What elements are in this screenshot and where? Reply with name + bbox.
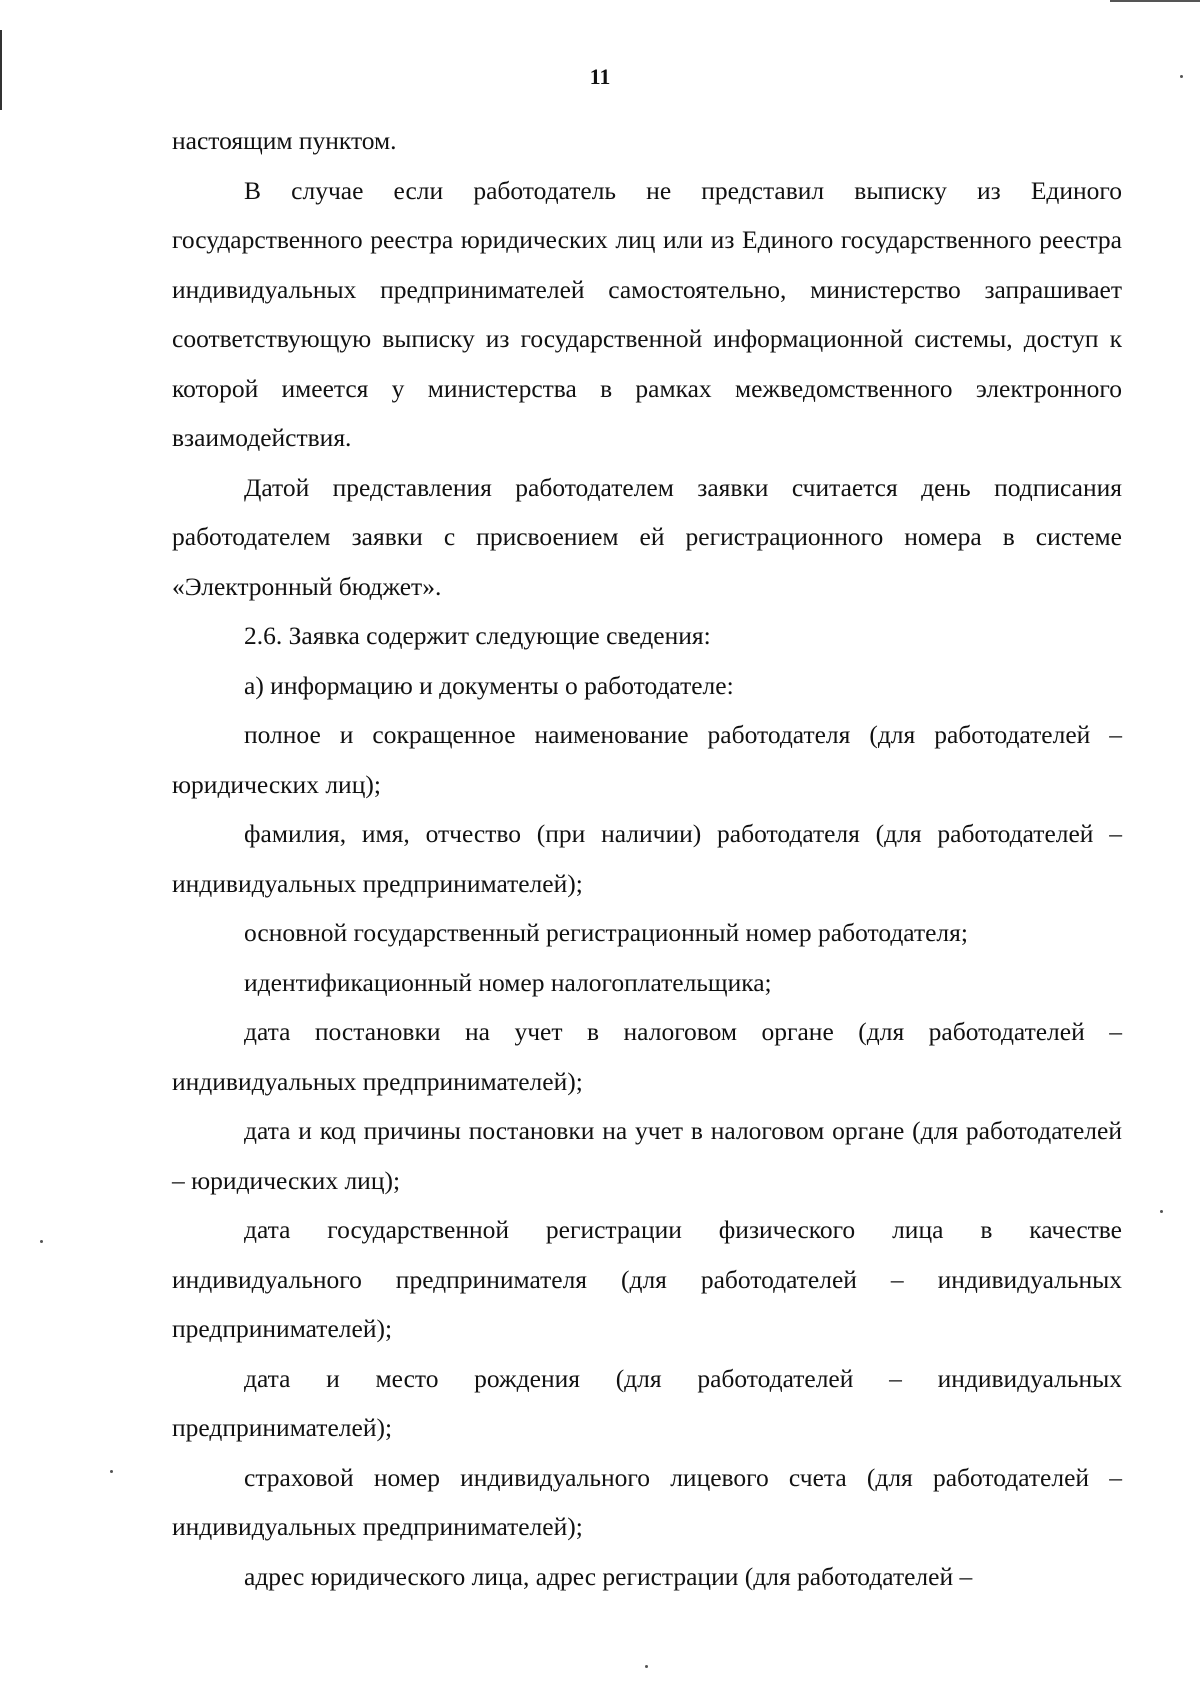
paragraph: настоящим пунктом.	[172, 126, 397, 155]
paragraph: фамилия, имя, отчество (при наличии) работодателя (для работодателей – индивидуальных предпринимателей);	[172, 819, 1122, 898]
paragraph: В случае если работодатель не представил выписку из Единого государственного реестра юридических лиц или из Единого государственного реестра индивидуальных предпринимателей самостоятельно, министерство запрашивает соответствующую выписку из государственной информационной системы, доступ к которой имеется у министерства в рамках межведомственного электронного взаимодействия.	[172, 175, 1122, 452]
paragraph: дата и место рождения (для работодателей – индивидуальных предпринимателей);	[172, 1363, 1122, 1442]
scan-speck	[645, 1665, 648, 1668]
scan-speck	[40, 1240, 43, 1243]
scan-speck	[1160, 1210, 1163, 1213]
scan-speck	[110, 1470, 113, 1473]
paragraph: идентификационный номер налогоплательщика;	[244, 967, 772, 997]
paragraph: дата государственной регистрации физического лица в качестве индивидуального предпринимателя (для работодателей – индивидуальных предпринимателей);	[172, 1215, 1122, 1343]
page-number: 11	[589, 64, 611, 89]
paragraph: адрес юридического лица, адрес регистрации (для работодателей –	[244, 1561, 973, 1591]
paragraph: Датой представления работодателем заявки считается день подписания работодателем заявки с присвоением ей регистрационного номера в системе «Электронный бюджет».	[172, 472, 1122, 601]
scan-edge-mark	[1110, 0, 1200, 2]
body-text	[172, 116, 1122, 1601]
paragraph: дата постановки на учет в налоговом органе (для работодателей – индивидуальных предпринимателей);	[172, 1017, 1122, 1096]
paragraph: полное и сокращенное наименование работодателя (для работодателей – юридических лиц);	[172, 720, 1122, 799]
paragraph: 2.6. Заявка содержит следующие сведения:	[244, 621, 711, 650]
paragraph: основной государственный регистрационный номер работодателя;	[244, 918, 968, 947]
paragraph: страховой номер индивидуального лицевого счета (для работодателей – индивидуальных предпринимателей);	[172, 1462, 1122, 1541]
paragraph: а) информацию и документы о работодателе:	[244, 670, 734, 700]
paragraph: дата и код причины постановки на учет в налоговом органе (для работодателей – юридических лиц);	[172, 1116, 1122, 1195]
